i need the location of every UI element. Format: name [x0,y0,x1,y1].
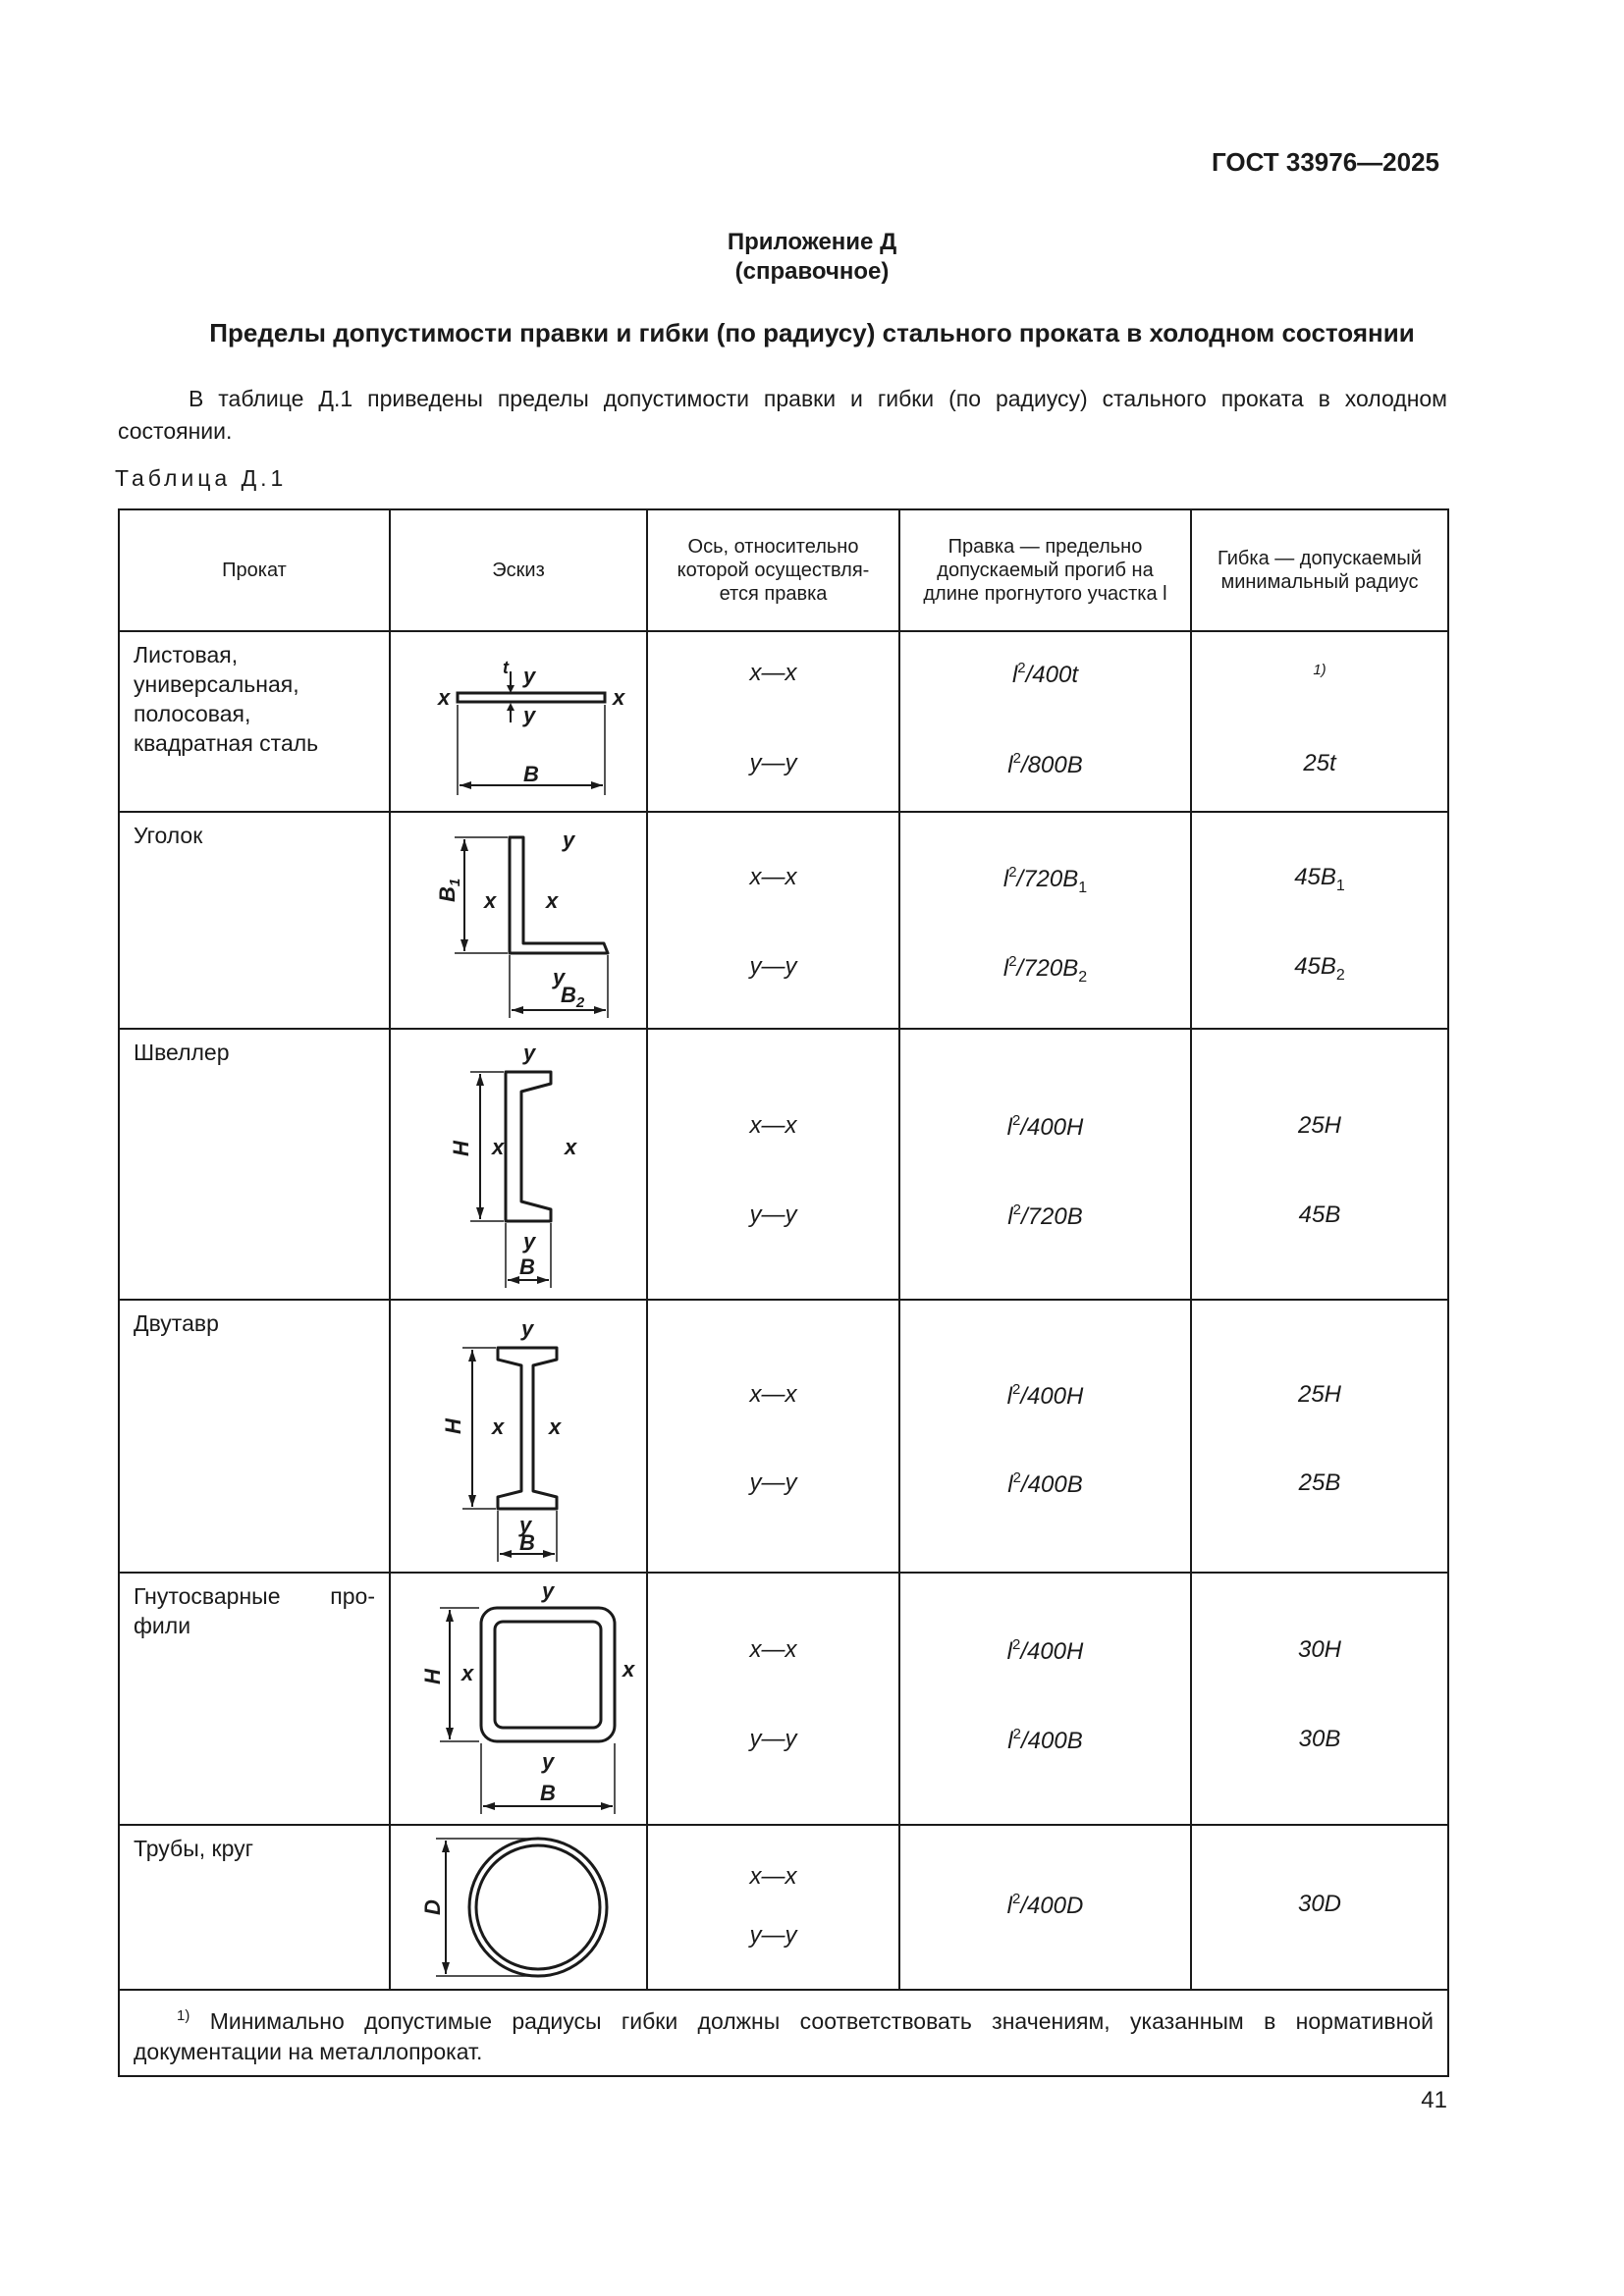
table-row [119,1825,1448,1990]
bending-xx: $45B_1$ [1294,864,1345,894]
bending-both: 30D [1297,1891,1342,1917]
header-product: Прокат [119,509,390,631]
svg-text:x: x [438,685,451,710]
pipe-sketch-icon [410,1829,626,1986]
svg-text:y: y [519,1513,532,1537]
straightening-yy: $l^2/400B$ [1007,1726,1083,1754]
straightening-cell [899,1573,1191,1825]
table-footnote [119,1990,1448,2076]
limits-table [118,508,1449,2077]
svg-text:H: H [449,1141,473,1156]
sketch-ibeam [390,1300,647,1573]
bending-yy: 25t [1303,750,1336,776]
appendix-title: Приложение Д [727,229,897,255]
svg-text:x: x [613,685,625,710]
footnote-row [119,1990,1448,2076]
svg-text:x: x [623,1656,635,1682]
bending-xx: 1) [1313,662,1326,678]
appendix-type: (справочное) [734,258,890,285]
bending-cell [1191,631,1448,812]
table-row [119,1029,1448,1300]
svg-text:t: t [503,658,509,677]
bending-cell [1191,1573,1448,1825]
bending-yy: 45B [1298,1201,1341,1228]
product-name: Уголок [119,812,390,1029]
header-straightening: Правка — предельно допускаемый прогиб на длине прогнутого участка l [899,509,1191,631]
straightening-cell [899,812,1191,1029]
sketch-pipe [390,1825,647,1990]
intro-paragraph: В таблице Д.1 приведены пределы допустимости правки и гибки (по радиусу) стального проката в холодном состоянии. [118,386,1447,444]
axis-xx: x—x [749,1863,797,1890]
straightening-yy: $l^2/720B_2$ [1002,953,1088,986]
svg-text:H: H [441,1418,465,1434]
straightening-xx: $l^2/400t$ [1011,660,1079,688]
axis-xx: x—x [749,1381,797,1408]
sketch-rhs [390,1573,647,1825]
svg-text:B: B [519,1530,535,1555]
straightening-xx: $l^2/400H$ [1006,1381,1084,1410]
svg-text:x: x [492,1135,505,1159]
svg-text:y: y [523,1229,536,1254]
straightening-yy: $l^2/720B$ [1007,1201,1083,1230]
straightening-xx: $l^2/720B_1$ [1002,864,1088,896]
straightening-cell [899,1029,1191,1300]
product-name: Двутавр [119,1300,390,1573]
bending-cell [1191,812,1448,1029]
axis-xx: x—x [749,1112,797,1139]
svg-text:B: B [540,1780,556,1805]
appendix-heading [0,228,1624,287]
footnote-marker: 1) [177,2007,190,2024]
axis-xx: x—x [749,660,797,686]
straightening-cell [899,1300,1191,1573]
bending-xx: 25H [1297,1381,1342,1408]
straightening-xx: $l^2/400H$ [1006,1112,1084,1141]
axis-cell [647,812,899,1029]
bending-cell [1191,1825,1448,1990]
bending-cell [1191,1300,1448,1573]
axis-yy: y—y [749,1922,797,1949]
axis-cell [647,1573,899,1825]
svg-text:x: x [565,1135,577,1159]
svg-text:x: x [549,1415,562,1439]
svg-text:D: D [420,1899,445,1915]
rhs-sketch-icon [401,1578,636,1820]
table-row [119,1573,1448,1825]
channel-sketch-icon [435,1035,602,1294]
axis-yy: y—y [749,1726,797,1752]
axis-xx: x—x [749,864,797,890]
product-name: Швеллер [119,1029,390,1300]
standard-designation: ГОСТ 33976—2025 [1212,147,1439,177]
table-row [119,631,1448,812]
svg-text:y: y [542,1748,555,1774]
product-name [119,1573,390,1825]
svg-text:y: y [521,1316,534,1341]
ibeam-sketch-icon [435,1307,602,1566]
bending-xx: 25H [1297,1112,1342,1139]
svg-text:y: y [542,1577,555,1603]
svg-text:x: x [492,1415,505,1439]
sketch-channel [390,1029,647,1300]
straightening-yy: $l^2/800B$ [1007,750,1083,778]
bending-yy: $45B_2$ [1294,953,1345,984]
sketch-sheet [390,631,647,812]
header-bending: Гибка — допускаемый минимальный радиус [1191,509,1448,631]
straightening-yy: $l^2/400B$ [1007,1469,1083,1498]
page-title: Пределы допустимости правки и гибки (по радиусу) стального проката в холодном состоянии [209,318,1415,347]
product-name: Листовая, универсальная, полосовая, квадратная сталь [119,631,390,812]
table-header-row [119,509,1448,631]
axis-yy: y—y [749,1201,797,1228]
svg-text:y: y [553,964,566,989]
page-number: 41 [1421,2087,1447,2113]
straightening-both: $l^2/400D$ [1006,1891,1084,1919]
axis-yy: y—y [749,953,797,980]
svg-text:B2: $B_2$ [561,982,585,1011]
svg-text:x: x [484,887,497,913]
svg-text:H: H [420,1668,445,1684]
axis-xx: x—x [749,1636,797,1663]
angle-sketch-icon [415,818,622,1024]
svg-text:y: y [563,827,575,852]
axis-cell [647,1029,899,1300]
straightening-xx: $l^2/400H$ [1006,1636,1084,1665]
bending-yy: 30B [1298,1726,1341,1752]
product-name-part: фили [134,1613,191,1638]
table-label: Таблица Д.1 [115,465,288,491]
header-axis: Ось, относительно которой осуществляется правка [647,509,899,631]
bending-yy: 25B [1298,1469,1341,1496]
axis-cell [647,1825,899,1990]
footnote-text: Минимально допустимые радиусы гибки должны соответствовать значениям, указанным в нормативной документации на металлопрокат. [134,2008,1434,2064]
svg-text:y: y [523,664,536,688]
bending-cell [1191,1029,1448,1300]
svg-text:x: x [546,887,559,913]
svg-text:B1: $B_1$ [435,878,463,902]
product-name: Трубы, круг [119,1825,390,1990]
product-name-part: про- [330,1583,375,1609]
header-sketch: Эскиз [390,509,647,631]
svg-text:y: y [523,1041,536,1065]
svg-text:x: x [461,1660,474,1685]
svg-text:B: B [519,1255,535,1279]
svg-text:B: B [523,762,539,786]
axis-yy: y—y [749,750,797,776]
table-row [119,812,1448,1029]
bending-xx: 30H [1297,1636,1342,1663]
axis-yy: y—y [749,1469,797,1496]
straightening-cell [899,1825,1191,1990]
sheet-sketch-icon [420,638,625,805]
straightening-cell [899,631,1191,812]
sketch-angle [390,812,647,1029]
product-name-part: Гнутосварные [134,1583,281,1609]
axis-cell [647,1300,899,1573]
svg-text:y: y [523,703,536,727]
table-row [119,1300,1448,1573]
axis-cell [647,631,899,812]
